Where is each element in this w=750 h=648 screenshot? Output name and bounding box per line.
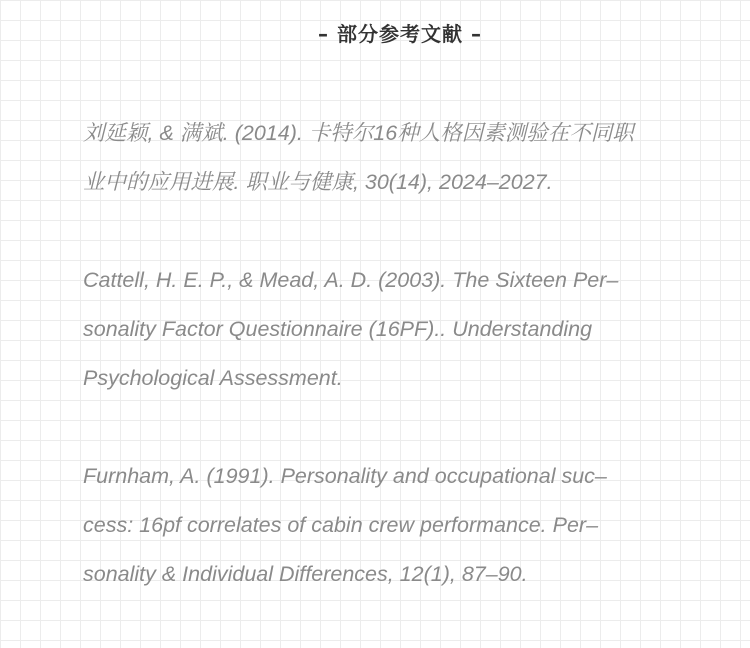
reference-line: sonality & Individual Differences, 12(1), 87–90. [83, 562, 528, 586]
reference-line: Cattell, H. E. P., & Mead, A. D. (2003). The Sixteen Per– [83, 268, 619, 292]
reference-item [83, 452, 713, 599]
reference-item [83, 256, 713, 403]
reference-line: 刘延颖, & 满斌. (2014). 卡特尔16种人格因素测验在不同职 [83, 121, 634, 145]
reference-line: Psychological Assessment. [83, 366, 343, 390]
section-heading: – 部分参考文献 – [318, 22, 482, 46]
reference-item [83, 109, 713, 207]
reference-line: cess: 16pf correlates of cabin crew performance. Per– [83, 513, 599, 537]
reference-line: sonality Factor Questionnaire (16PF).. Understanding [83, 317, 593, 341]
reference-line: Furnham, A. (1991). Personality and occupational suc– [83, 464, 607, 488]
reference-line: 业中的应用进展. 职业与健康, 30(14), 2024–2027. [83, 170, 553, 194]
reference-list [83, 109, 713, 648]
